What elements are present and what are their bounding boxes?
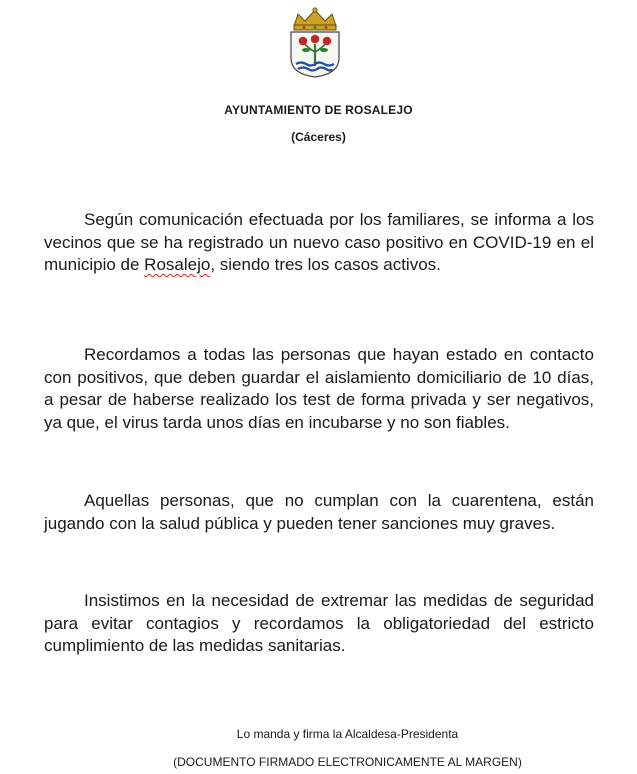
paragraph-new-case [44,209,594,277]
paragraph-isolation: Recordamos a todas las personas que hayan estado en contacto con positivos, que deben guardar el aislamiento domiciliario de 10 días, a pesar de haberse realizado los test de forma privada y ser negativos, ya que, el virus tarda unos días en incubarse y no son fiables. [44,345,594,432]
paragraph-new-case-text-end: , siendo tres los casos activos. [210,255,441,274]
coat-of-arms-icon [284,6,346,78]
organization-title: AYUNTAMIENTO DE ROSALEJO [224,103,413,117]
electronic-signature-note: (DOCUMENTO FIRMADO ELECTRONICAMENTE AL MARGEN) [173,755,522,769]
signature-line: Lo manda y firma la Alcaldesa-Presidenta [236,727,459,741]
paragraph-new-case-text-start: Según comunicación efectuada por los familiares, se informa a los vecinos que se ha registrado un nuevo caso positivo en COVID-19 en el municipio de [44,210,594,274]
paragraph-measures: Insistimos en la necesidad de extremar las medidas de seguridad para evitar contagios y recordamos la obligatoriedad del estricto cumplimiento de las medidas sanitarias. [44,591,594,655]
province-subtitle: (Cáceres) [291,130,346,144]
paragraph-quarantine: Aquellas personas, que no cumplan con la cuarentena, están jugando con la salud pública y pueden tener sanciones muy graves. [44,491,594,533]
spellcheck-marked-word: Rosalejo [144,255,211,274]
